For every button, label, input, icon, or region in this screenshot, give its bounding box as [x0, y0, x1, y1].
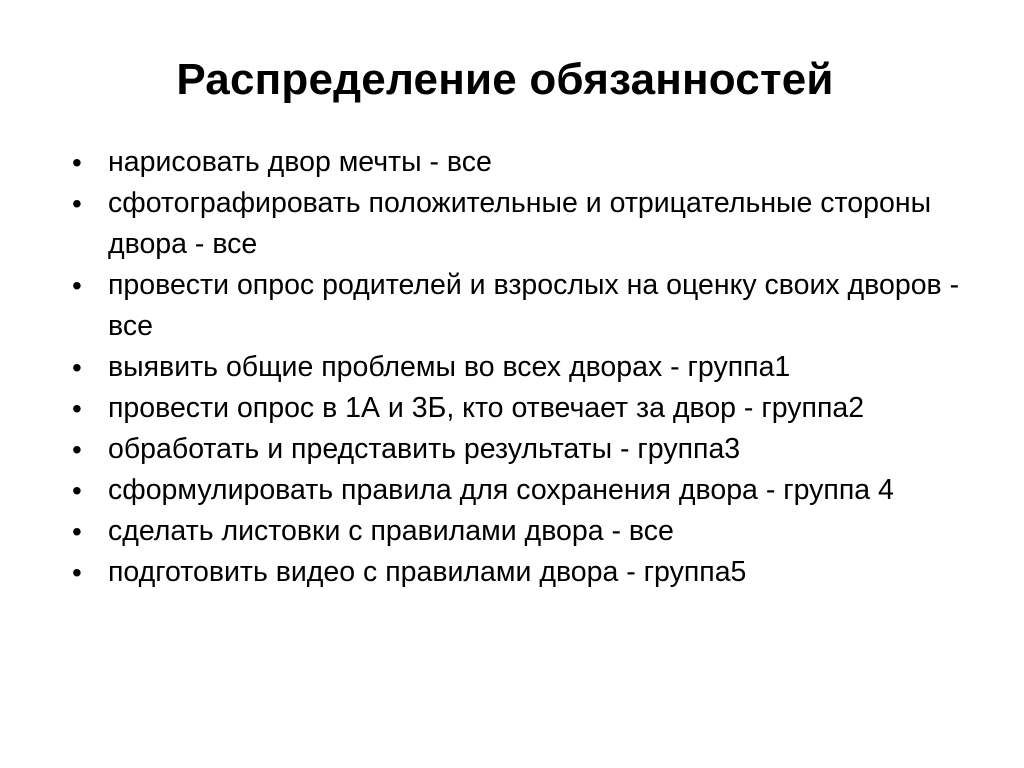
list-item-text: нарисовать двор мечты - все — [108, 146, 492, 178]
slide-title: Распределение обязанностей — [176, 55, 834, 104]
bullet-icon: • — [72, 270, 82, 301]
list-item — [66, 142, 1006, 183]
bullet-list — [66, 142, 1006, 593]
bullet-icon: • — [72, 516, 82, 547]
bullet-icon: • — [72, 434, 82, 465]
list-item-text: сформулировать правила для сохранения двора - группа 4 — [108, 474, 894, 506]
bullet-icon: • — [72, 352, 82, 383]
list-item — [66, 511, 1006, 552]
list-item-text: сфотографировать положительные и отрицательные стороны двора - все — [108, 187, 932, 260]
list-item-text: провести опрос родителей и взрослых на оценку своих дворов - все — [108, 269, 960, 342]
list-item — [66, 388, 1006, 429]
list-item-text: подготовить видео с правилами двора - группа5 — [108, 556, 747, 588]
list-item-text: обработать и представить результаты - группа3 — [108, 433, 741, 465]
list-item-text: провести опрос в 1А и 3Б, кто отвечает за двор - группа2 — [108, 392, 865, 424]
bullet-icon: • — [72, 188, 82, 219]
bullet-icon: • — [72, 557, 82, 588]
list-item — [66, 552, 1006, 593]
list-item — [66, 183, 1006, 265]
bullet-icon: • — [72, 147, 82, 178]
list-item-text: выявить общие проблемы во всех дворах - группа1 — [108, 351, 791, 383]
list-item — [66, 470, 1006, 511]
list-item — [66, 347, 1006, 388]
bullet-icon: • — [72, 475, 82, 506]
list-item — [66, 429, 1006, 470]
list-item-text: сделать листовки с правилами двора - все — [108, 515, 674, 547]
list-item — [66, 265, 1006, 347]
bullet-icon: • — [72, 393, 82, 424]
